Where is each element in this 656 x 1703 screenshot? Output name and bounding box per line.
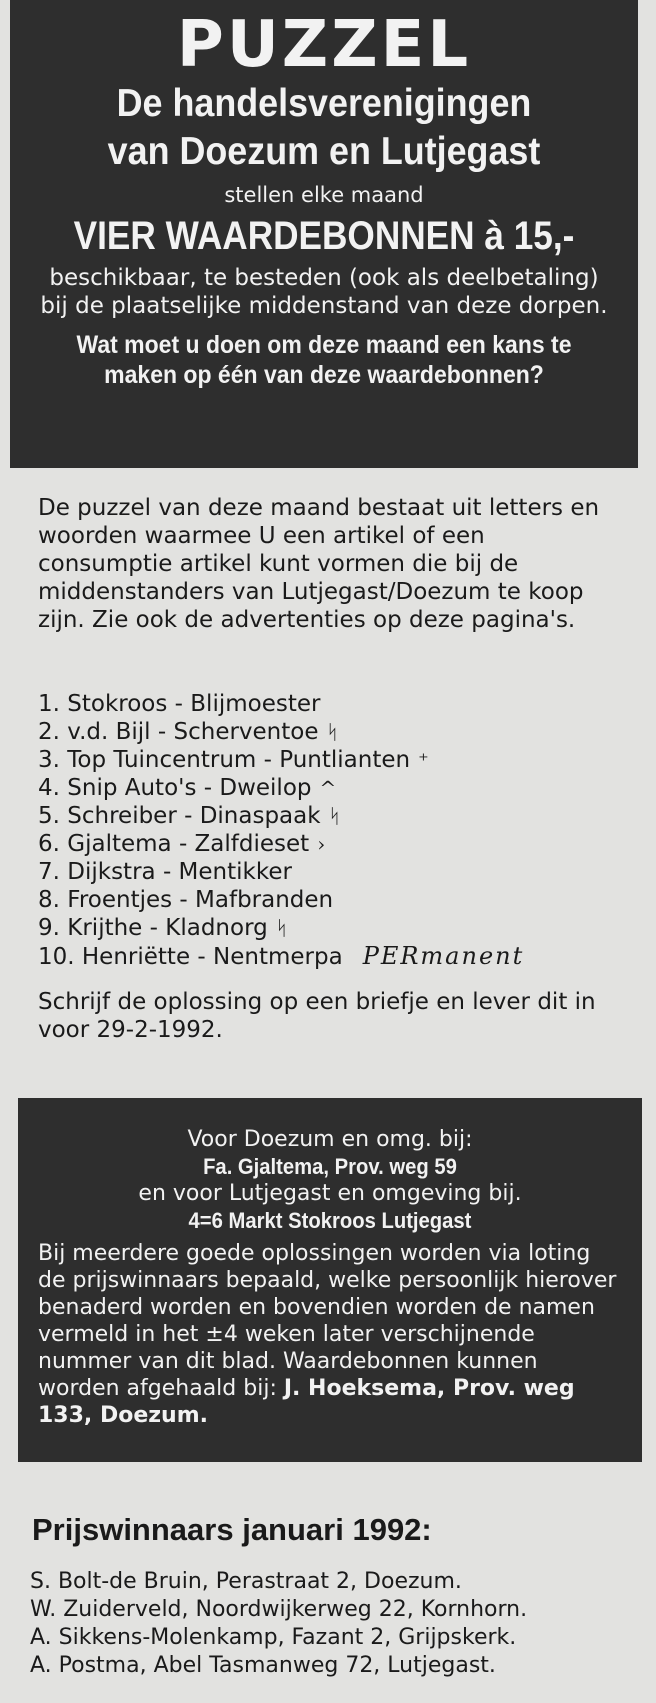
header-line-2: van Doezum en Lutjegast: [107, 130, 541, 173]
winner-item: A. Sikkens-Molenkamp, Fazant 2, Grijpskerk.: [30, 1625, 517, 1650]
pen-mark: ᛋ: [275, 916, 288, 940]
puzzle-item: 3. Top Tuincentrum - Puntlianten ⁺: [38, 747, 429, 773]
puzzle-item: 4. Snip Auto's - Dweilop ^: [38, 775, 337, 801]
puzzle-item: 7. Dijkstra - Mentikker: [38, 859, 292, 885]
puzzle-item: 10. Henriëtte - Nentmerpa PERmanent: [38, 942, 525, 970]
puzzle-item: 2. v.d. Bijl - Scherventoe ᛋ: [38, 719, 339, 745]
winner-item: A. Postma, Abel Tasmanweg 72, Lutjegast.: [30, 1653, 496, 1678]
handwritten-note: PERmanent: [362, 942, 525, 970]
contact-line-1: Voor Doezum en omg. bij:: [187, 1127, 473, 1152]
winners-title: Prijswinnaars januari 1992:: [32, 1512, 432, 1547]
contact-body: Bij meerdere goede oplossingen worden via loting de prijswinnaars bepaald, welke persoonlijk hierover benaderd worden en bovendien worden de namen vermeld in het ±4 weken later verschijnende nummer van dit blad. Waardebonnen kunnen worden afgehaald bij: J. Hoeksema, Prov. weg 133, Doezum.: [38, 1241, 617, 1428]
puzzle-item: 1. Stokroos - Blijmoester: [38, 691, 321, 717]
puzzle-list: [38, 690, 638, 971]
winner-item: S. Bolt-de Bruin, Perastraat 2, Doezum.: [30, 1569, 462, 1594]
contact-line-3: en voor Lutjegast en omgeving bij.: [138, 1181, 522, 1206]
pickup-address: J. Hoeksema, Prov. weg 133, Doezum.: [38, 1376, 575, 1428]
contact-box: [18, 1098, 642, 1462]
header-line-3: stellen elke maand: [224, 183, 424, 207]
puzzle-item: 5. Schreiber - Dinaspaak ᛋ: [38, 803, 341, 829]
intro-text: De puzzel van deze maand bestaat uit letters en woorden waarmee U een artikel of een consumptie artikel kunt vormen die bij de middenstanders van Lutjegast/Doezum te koop zijn. Zie ook de advertenties op deze pagina's.: [38, 495, 600, 633]
instruction-text: Schrijf de oplossing op een briefje en lever dit in voor 29-2-1992.: [38, 989, 596, 1043]
header-box: [10, 0, 638, 468]
pen-mark: ⁺: [418, 748, 429, 772]
winner-item: W. Zuiderveld, Noordwijkerweg 22, Kornhorn.: [30, 1597, 528, 1622]
puzzle-item: 8. Froentjes - Mafbranden: [38, 887, 334, 913]
header-line-4: VIER WAARDEBONNEN à 15,-: [73, 214, 575, 258]
pen-mark: ›: [317, 832, 326, 856]
header-question: Wat moet u doen om deze maand een kans te maken op één van deze waardebonnen?: [76, 331, 572, 389]
contact-line-4: 4=6 Markt Stokroos Lutjegast: [188, 1208, 472, 1233]
winners-list: [30, 1568, 650, 1680]
puzzle-item: 9. Krijthe - Kladnorg ᛋ: [38, 915, 288, 941]
page-title: PUZZEL: [176, 8, 472, 82]
pen-mark: ^: [319, 776, 337, 800]
puzzle-item: 6. Gjaltema - Zalfdieset ›: [38, 831, 326, 857]
header-line-1: De handelsverenigingen: [116, 82, 532, 125]
pen-mark: ᛋ: [326, 720, 339, 744]
contact-line-2: Fa. Gjaltema, Prov. weg 59: [203, 1154, 457, 1179]
pen-mark: ᛋ: [328, 804, 341, 828]
header-body: beschikbaar, te besteden (ook als deelbetaling) bij de plaatselijke middenstand van deze dorpen.: [40, 265, 608, 319]
